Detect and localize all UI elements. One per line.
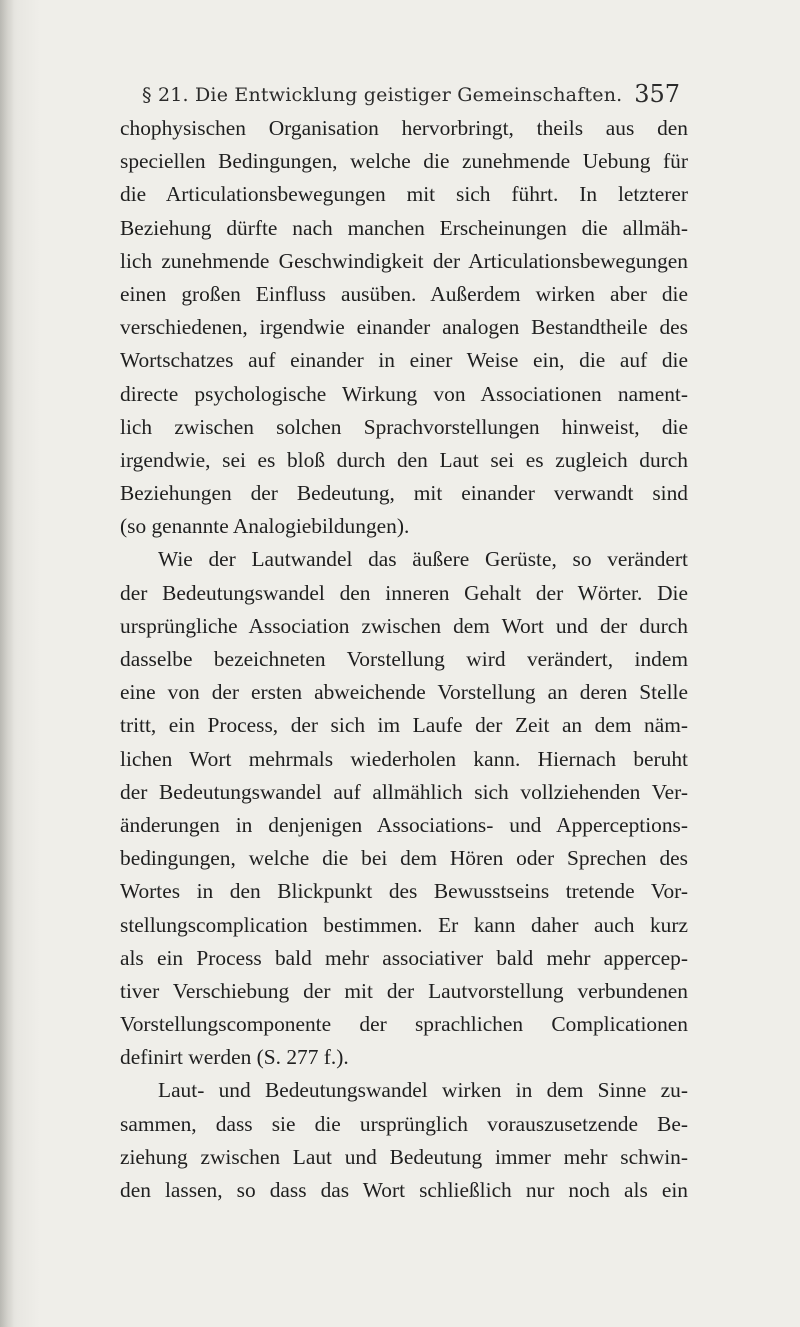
paragraph-start-line: Wie der Lautwandel das äußere Gerüste, so verändert	[158, 547, 688, 572]
text-line: lich zunehmende Geschwindigkeit der Articulationsbewegungen	[120, 248, 688, 273]
text-line: Vorstellungscomponente der sprachlichen Complicationen	[120, 1012, 688, 1037]
text-line: änderungen in denjenigen Associations- und Apperceptions-	[120, 812, 688, 837]
text-line: einen großen Einfluss ausüben. Außerdem wirken aber die	[120, 281, 688, 306]
paragraph-start-line: Laut- und Bedeutungswandel wirken in dem Sinne zu-	[158, 1078, 688, 1103]
text-line: den lassen, so dass das Wort schließlich nur noch als ein	[120, 1178, 688, 1202]
paragraph-end-line: (so genannte Analogiebildungen).	[120, 514, 410, 539]
running-header	[122, 78, 684, 114]
text-line: dasselbe bezeichneten Vorstellung wird verändert, indem	[120, 647, 688, 671]
paragraph-end-line: definirt werden (S. 277 f.).	[120, 1045, 349, 1070]
text-line: tritt, ein Process, der sich im Laufe der Zeit an dem näm-	[120, 713, 688, 738]
text-line: tiver Verschiebung der mit der Lautvorstellung verbundenen	[120, 978, 688, 1003]
text-line: lich zwischen solchen Sprachvorstellungen hinweist, die	[120, 414, 688, 439]
text-line: Wortschatzes auf einander in einer Weise ein, die auf die	[120, 348, 688, 373]
text-line: directe psychologische Wirkung von Associationen nament-	[120, 381, 688, 406]
text-line: bedingungen, welche die bei dem Hören oder Sprechen des	[120, 846, 688, 871]
text-line: verschiedenen, irgendwie einander analogen Bestandtheile des	[120, 315, 688, 340]
page-number: 357	[634, 80, 680, 108]
text-line: irgendwie, sei es bloß durch den Laut sei es zugleich durch	[120, 447, 688, 472]
page-binding-shadow	[0, 0, 14, 1327]
text-line: ziehung zwischen Laut und Bedeutung immer mehr schwin-	[120, 1144, 688, 1169]
text-line: eine von der ersten abweichende Vorstellung an deren Stelle	[120, 680, 688, 705]
text-line: Wortes in den Blickpunkt des Bewusstseins tretende Vor-	[120, 879, 688, 904]
body-text	[120, 112, 688, 1207]
text-line: der Bedeutungswandel auf allmählich sich vollziehenden Ver-	[120, 779, 688, 804]
text-line: die Articulationsbewegungen mit sich führt. In letzterer	[120, 182, 688, 207]
text-line: speciellen Bedingungen, welche die zunehmende Uebung für	[120, 149, 688, 174]
text-line: sammen, dass sie die ursprünglich vorauszusetzende Be-	[120, 1111, 688, 1136]
text-line: der Bedeutungswandel den inneren Gehalt der Wörter. Die	[120, 580, 688, 605]
text-line: Beziehung dürfte nach manchen Erscheinungen die allmäh-	[120, 215, 688, 240]
text-line: als ein Process bald mehr associativer bald mehr appercep-	[120, 945, 688, 970]
text-line: Beziehungen der Bedeutung, mit einander verwandt sind	[120, 481, 688, 506]
text-line: ursprüngliche Association zwischen dem Wort und der durch	[120, 613, 688, 638]
section-title: § 21. Die Entwicklung geistiger Gemeinschaften.	[142, 84, 623, 106]
text-line: chophysischen Organisation hervorbringt, theils aus den	[120, 116, 688, 140]
text-line: stellungscomplication bestimmen. Er kann daher auch kurz	[120, 912, 688, 937]
text-line: lichen Wort mehrmals wiederholen kann. Hiernach beruht	[120, 746, 688, 771]
